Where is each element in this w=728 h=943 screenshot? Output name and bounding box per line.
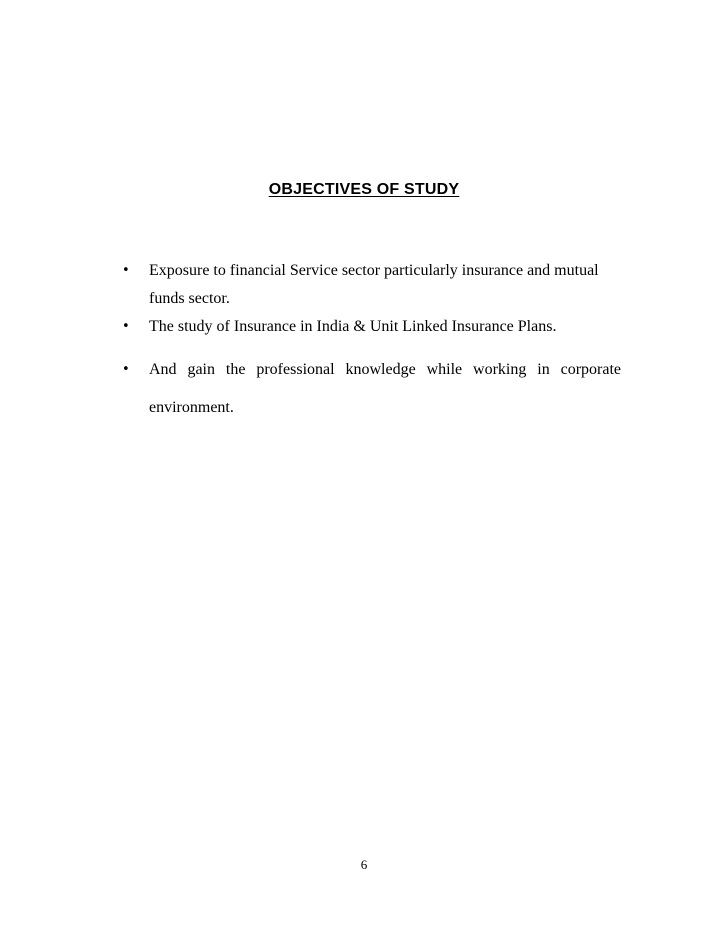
objective-text: And gain the professional knowledge while working in corporate environment. bbox=[149, 361, 621, 416]
page-number: 6 bbox=[360, 857, 368, 872]
page-title bbox=[0, 179, 728, 201]
objective-item bbox=[108, 351, 621, 427]
objective-text: The study of Insurance in India & Unit Linked Insurance Plans. bbox=[149, 318, 557, 335]
objective-item bbox=[108, 314, 621, 340]
page-title-text: OBJECTIVES OF STUDY bbox=[268, 180, 460, 198]
objective-text: Exposure to financial Service sector particularly insurance and mutual funds sector. bbox=[149, 262, 599, 307]
objective-item bbox=[108, 257, 621, 313]
bullet-icon: • bbox=[122, 362, 130, 377]
objectives-list bbox=[108, 257, 621, 427]
bullet-icon: • bbox=[122, 263, 130, 278]
bullet-icon: • bbox=[122, 319, 130, 334]
